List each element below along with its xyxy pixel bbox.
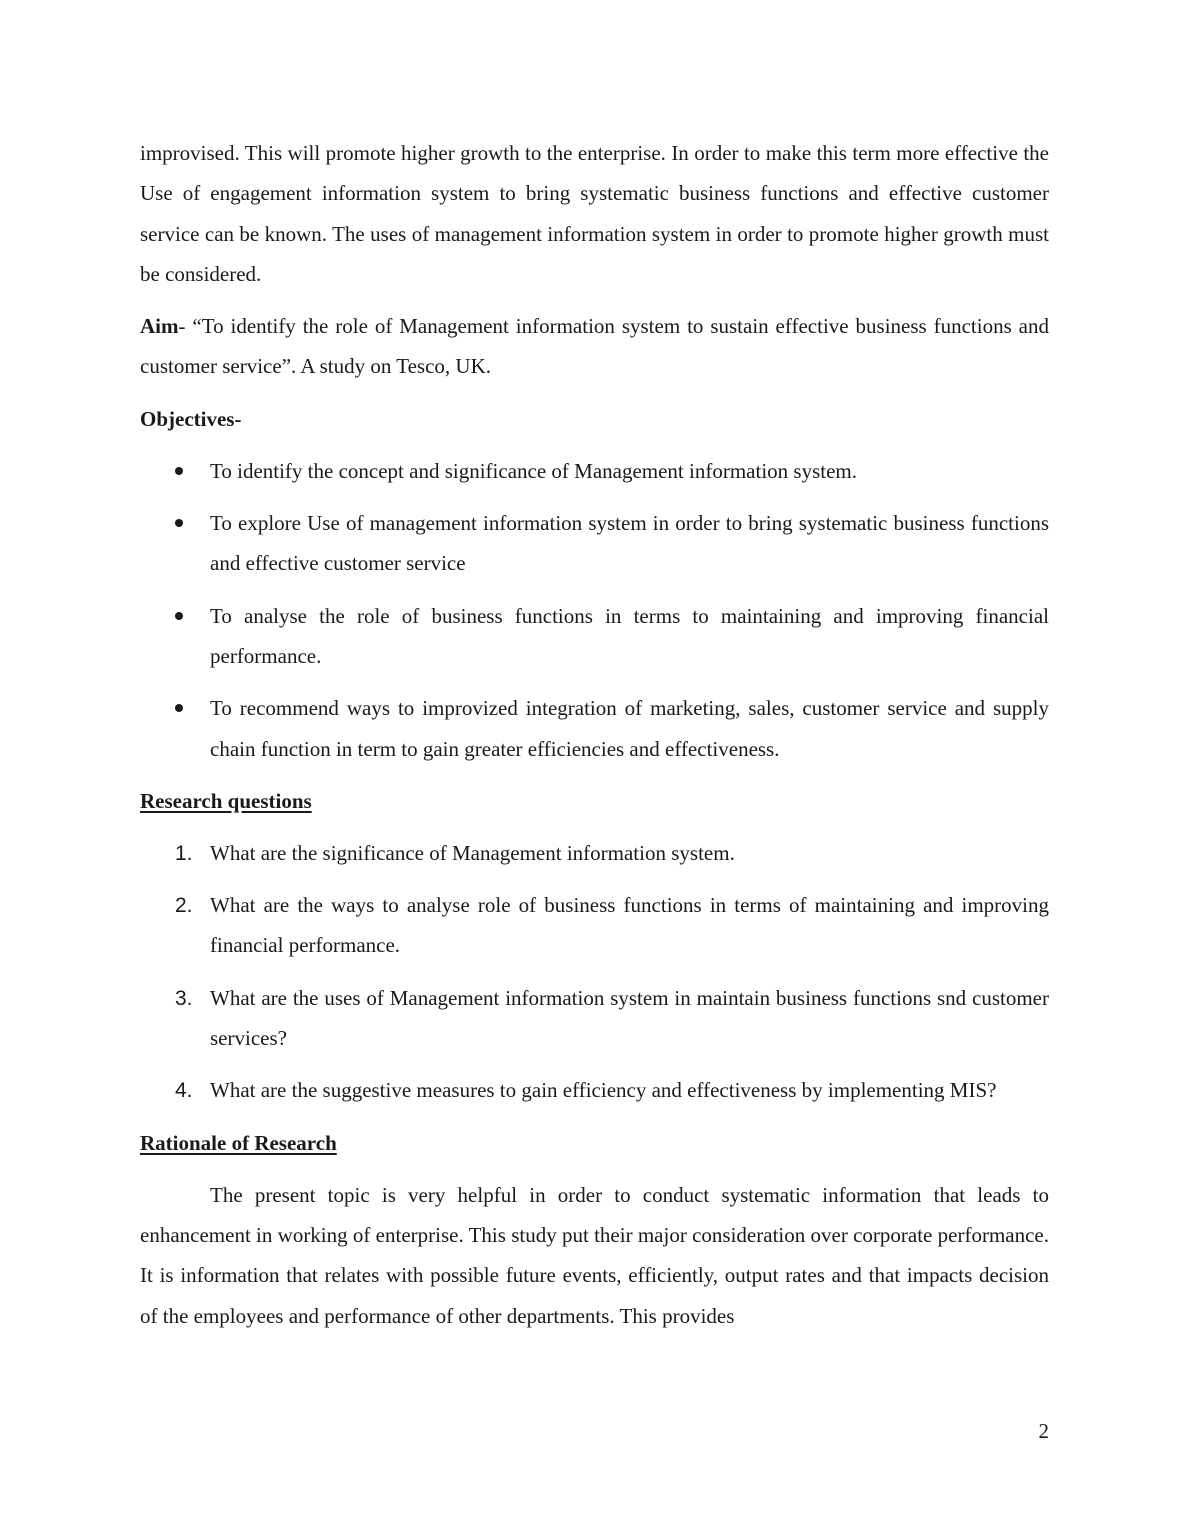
question-text: What are the ways to analyse role of business functions in terms of maintaining and improving financial performance.	[210, 893, 1049, 958]
objective-text: To analyse the role of business functions in terms to maintaining and improving financial performance.	[210, 603, 1049, 668]
objectives-list	[140, 451, 1049, 769]
research-questions-list	[140, 833, 1049, 1111]
research-question-item	[140, 833, 1049, 873]
bullet-icon	[175, 519, 183, 527]
bullet-icon	[175, 704, 183, 712]
bullet-icon	[175, 467, 183, 475]
bullet-icon	[175, 612, 183, 620]
research-questions-heading: Research questions	[140, 788, 312, 813]
rationale-paragraph: The present topic is very helpful in order to conduct systematic information that leads to enhancement in working of enterprise. This study put their major consideration over corporate performance. It is information that relates with possible future events, efficiently, output rates and that impacts decision of the employees and performance of other departments. This provides	[140, 1182, 1049, 1328]
question-number: 2.	[175, 894, 193, 918]
objective-text: To identify the concept and significance of Management information system.	[210, 458, 858, 483]
question-number: 3.	[175, 986, 193, 1010]
intro-paragraph: improvised. This will promote higher growth to the enterprise. In order to make this term more effective the Use of engagement information system to bring systematic business functions and effective customer service can be known. The uses of management information system in order to promote higher growth must be considered.	[140, 141, 1049, 286]
question-text: What are the uses of Management information system in maintain business functions snd customer services?	[210, 985, 1049, 1051]
objective-item	[140, 503, 1049, 584]
question-number: 4.	[175, 1079, 193, 1103]
objective-text: To explore Use of management information system in order to bring systematic business functions and effective customer service	[210, 511, 1049, 576]
objective-item	[140, 451, 1049, 491]
objective-text: To recommend ways to improvized integration of marketing, sales, customer service and supply chain function in term to gain greater efficiencies and effectiveness.	[210, 696, 1049, 761]
research-question-item	[140, 1070, 1049, 1110]
research-question-item	[140, 885, 1049, 966]
question-number: 1.	[175, 841, 193, 865]
objectives-heading: Objectives-	[140, 406, 242, 431]
question-text: What are the suggestive measures to gain efficiency and effectiveness by implementing MIS?	[210, 1078, 997, 1103]
aim-label: Aim	[140, 314, 179, 339]
rationale-heading: Rationale of Research	[140, 1130, 337, 1155]
objective-item	[140, 688, 1049, 769]
research-question-item	[140, 978, 1049, 1059]
document-page	[140, 133, 1049, 1336]
aim-text: - “To identify the role of Management information system to sustain effective business functions and customer service”. A study on Tesco, UK.	[140, 314, 1049, 379]
aim-paragraph	[140, 306, 1049, 387]
objective-item	[140, 596, 1049, 677]
question-text: What are the significance of Management information system.	[210, 840, 735, 865]
page-number: 2	[1038, 1419, 1049, 1443]
